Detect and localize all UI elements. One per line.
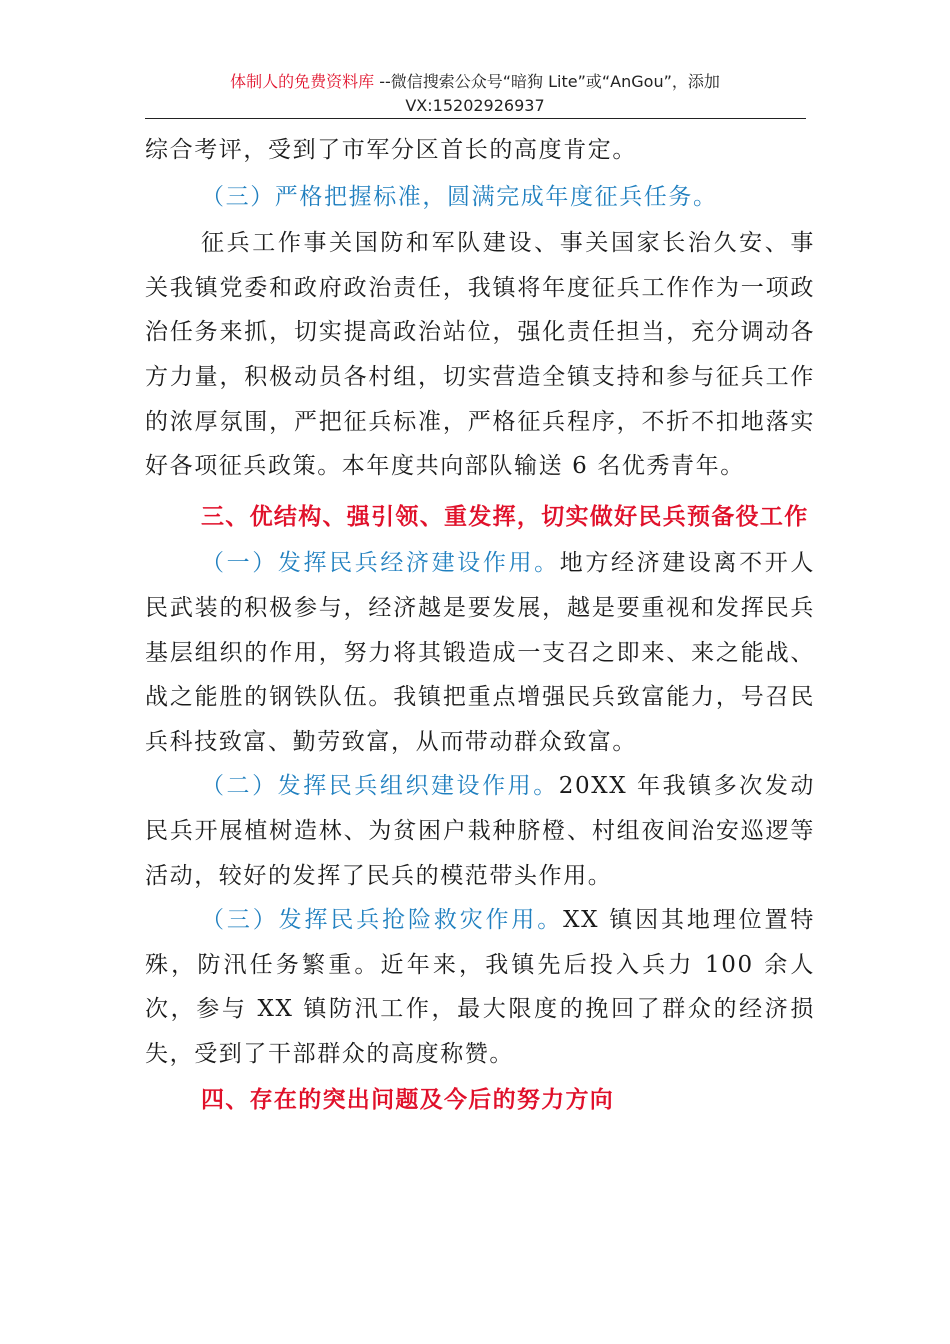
header-wechat-note: --微信搜索公众号“暗狗 Lite”或“AnGou”，添加 [374,72,720,91]
subheading: （一）发挥民兵经济建设作用。 [201,550,560,577]
paragraph-text: 征兵工作事关国防和军队建设、事关国家长治久安、事关我镇党委和政府政治责任，我镇将年度征兵工作作为一项政治任务来抓，切实提高政治站位，强化责任担当，充分调动各方力量，积极动员各村组，切实营造全镇支持和参与征兵工作的浓厚氛围，严把征兵标准，严格征兵程序，不折不扣地落实好各项征兵政策。本年度共向部队输送 6 名优秀青年。 [145,230,815,480]
subheading-paragraph [145,175,815,220]
body-paragraph [145,541,815,764]
paragraph-text: XX 镇因其地理位置特殊，防汛任务繁重。近年来，我镇先后投入兵力 100 余人次，参与 XX 镇防汛工作，最大限度的挽回了群众的经济损失，受到了干部群众的高度称赞。 [145,907,815,1067]
header-brand: 体制人的免费资料库 [230,72,375,91]
header-line-2: VX:15202926937 [405,96,545,115]
document-body [145,128,815,1123]
subheading: （二）发挥民兵组织建设作用。 [201,773,559,800]
header-divider [145,118,806,119]
paragraph-text: 20XX 年我镇多次发动民兵开展植树造林、为贫困户栽种脐橙、村组夜间治安巡逻等活动，较好的发挥了民兵的模范带头作用。 [145,773,815,889]
body-paragraph [145,764,815,898]
section-heading-4: 四、存在的突出问题及今后的努力方向 [201,1087,615,1114]
body-paragraph [145,898,815,1076]
document-header [145,70,805,118]
paragraph-text: 综合考评，受到了市军分区首长的高度肯定。 [145,137,637,163]
paragraph-continuation [145,128,815,173]
paragraph-text: 地方经济建设离不开人民武装的积极参与，经济越是要发展，越是要重视和发挥民兵基层组织的作用，努力将其锻造成一支召之即来、来之能战、战之能胜的钢铁队伍。我镇把重点增强民兵致富能力，号召民兵科技致富、勤劳致富，从而带动群众致富。 [145,550,815,755]
header-line-1 [145,70,805,94]
section-heading-3: 三、优结构、强引领、重发挥，切实做好民兵预备役工作 [201,503,809,530]
subheading: （三）发挥民兵抢险救灾作用。 [201,907,564,934]
subheading: （三）严格把握标准，圆满完成年度征兵任务。 [201,183,718,210]
body-paragraph [145,221,815,489]
